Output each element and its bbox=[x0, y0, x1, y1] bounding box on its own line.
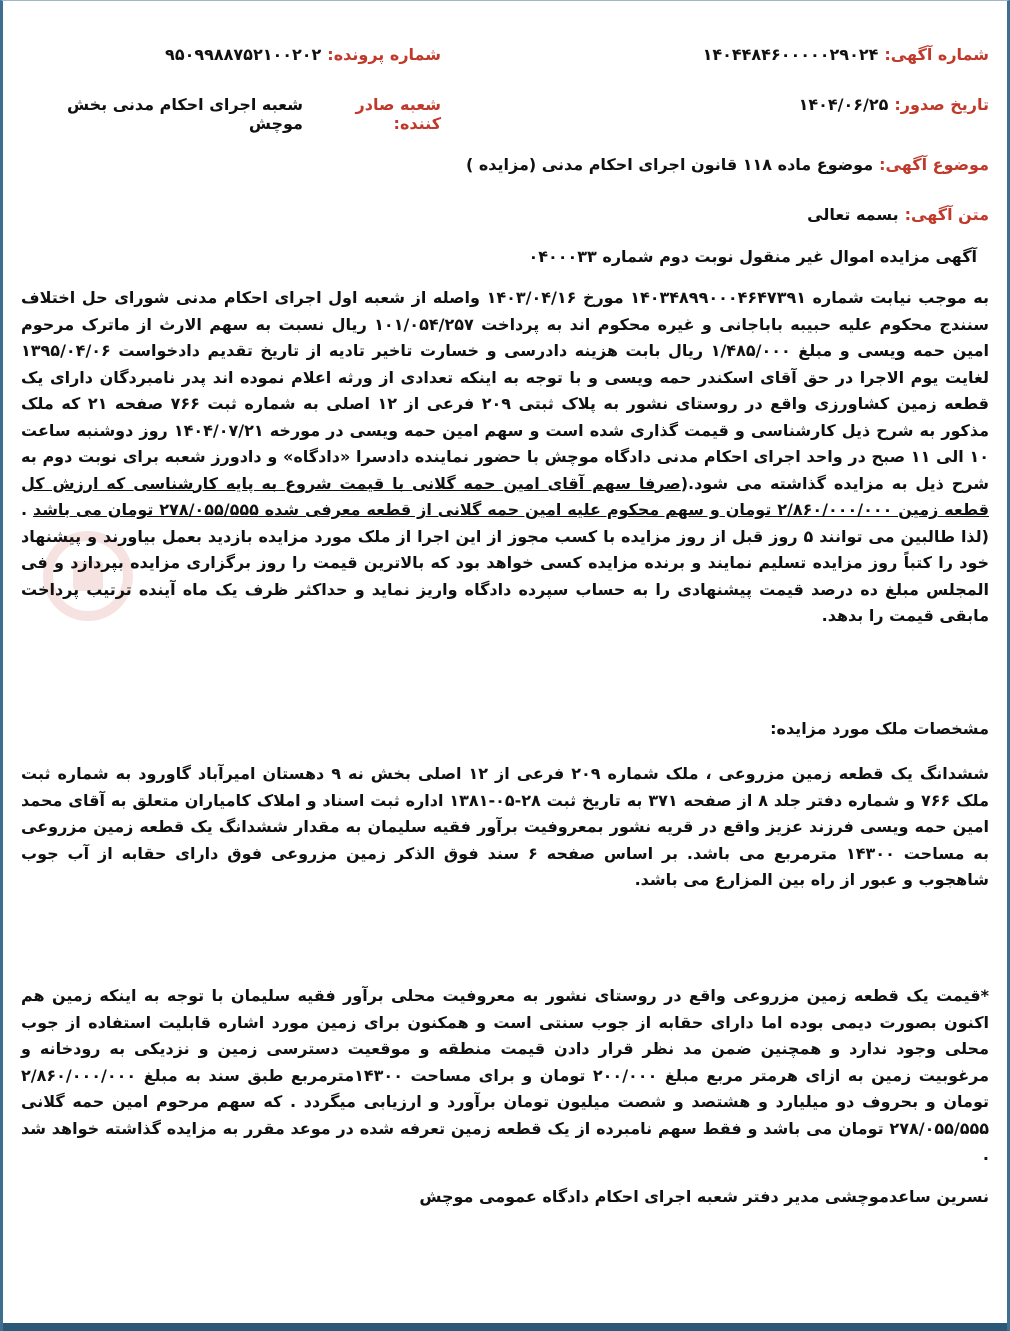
case-number bbox=[21, 45, 441, 64]
issue-date-label: تاریخ صدور: bbox=[894, 95, 989, 114]
case-number-label: شماره پرونده: bbox=[327, 45, 441, 64]
main-paragraph-part1: به موجب نیابت شماره ۱۴۰۳۴۸۹۹۰۰۰۴۶۴۷۳۹۱ مورخ ۱۴۰۳/۰۴/۱۶ واصله از شعبه اول اجرای احکام مدنی شورای حل اختلاف سنندج محکوم علیه حبیبه باباجانی و غیره محکوم اند به پرداخت ۱۰۱/۰۵۴/۲۵۷ ریال نسبت به سهم الارث از ماترک مرحوم امین حمه ویسی و مبلغ ۱/۴۸۵/۰۰۰ ریال بابت هزینه دادرسی و خسارت تاخیر تادیه از تاریخ تقدیم دادخواست ۱۳۹۵/۰۴/۰۶ لغایت یوم الاجرا در حق آقای اسکندر حمه ویسی و با توجه به اینکه تعدادی از ورثه اعلام نموده اند پدر نامبردگان دارای یک قطعه زمین کشاورزی واقع در روستای نشور به پلاک ثبتی ۲۰۹ فرعی از ۱۲ اصلی به شماره ثبت ۷۶۶ صفحه ۲۱ که ملک مذکور به شرح ذیل کارشناسی و قیمت گذاری شده است و سهم امین حمه ویسی در مورخه ۱۴۰۴/۰۷/۲۱ روز دوشنبه ساعت ۱۰ الی ۱۱ صبح در واحد اجرای احکام مدنی دادگاه موچش با حضور نماینده دادسرا «دادگاه» و دادورز شعبه برای نوبت دوم به شرح ذیل به مزایده گذاشته می شود.( bbox=[21, 288, 990, 493]
header-row-2 bbox=[21, 95, 989, 133]
price-paragraph: *قیمت یک قطعه زمین مزروعی واقع در روستای نشور به معروفیت محلی برآور فقیه سلیمان با توجه به اینکه زمین هم اکنون بصورت دیمی بوده اما دارای حقابه از جوب سنتی است و همکنون برای زمین مورد اشاره قابلیت استفاده از جوب محلی وجود ندارد و همچنین ضمن مد نظر قرار دادن قیمت منطقه و موقعیت دسترسی زمین و نزدیکی به رودخانه و مرغوبیت زمین به ازای هرمتر مربع مبلغ ۲۰۰/۰۰۰ تومان و برای مساحت ۱۴۳۰۰مترمربع طبق سند به مبلغ ۲/۸۶۰/۰۰۰/۰۰۰ تومان و بحروف دو میلیارد و هشتصد و شصت میلیون تومان برآورد و ارزیابی میگردد . که سهم مرحوم امین حمه گلانی ۲۷۸/۰۵۵/۵۵۵ تومان می باشد و فقط سهم نامبرده از یک قطعه زمین تعرفه شده در موعد مقرر به مزایده گذاشته خواهد شد . bbox=[21, 986, 989, 1164]
subject-value: موضوع ماده ۱۱۸ قانون اجرای احکام مدنی (مزایده ) bbox=[465, 155, 874, 174]
auction-title: آگهی مزایده اموال غیر منقول نوبت دوم شماره ۰۴۰۰۰۳۳ bbox=[528, 247, 977, 266]
main-paragraph bbox=[21, 285, 989, 630]
main-paragraph-underlined: صرفا سهم آقای امین حمه گلانی با قیمت شروع به پایه کارشناسی که ارزش کل قطعه زمین ۲/۸۶۰/۰۰۰/۰۰۰ تومان و سهم محکوم علیه امین حمه گلانی از قطعه معرفی شده ۲۷۸/۰۵۵/۵۵۵ تومان می باشد bbox=[21, 473, 990, 519]
spec-paragraph: ششدانگ یک قطعه زمین مزروعی ، ملک شماره ۲۰۹ فرعی از ۱۲ اصلی بخش نه ۹ دهستان امیرآباد گاورود به شماره ثبت ملک ۷۶۶ و شماره دفتر جلد ۸ از صفحه ۳۷۱ به تاریخ ثبت ۲۸-۰۵-۱۳۸۱ اداره ثبت اسناد و املاک کامیاران متعلق به آقای محمد امین حمه ویسی فرزند عزیز واقع در قریه نشور بمعروفیت برآور فقیه سلیمان به مقدار ششدانگ یک قطعه زمین مزروعی به مساحت ۱۴۳۰۰ مترمربع می باشد. بر اساس صفحه ۶ سند فوق الذکر زمین مزروعی فوق دارای حقابه از آب جوب شاهجوب و عبور از راه بین المزارع می باشد. bbox=[21, 764, 990, 889]
ad-body-label bbox=[807, 205, 989, 224]
issuer-value: شعبه اجرای احکام مدنی بخش موچش bbox=[66, 95, 303, 133]
header-row-1 bbox=[21, 45, 989, 64]
issue-date bbox=[799, 95, 989, 133]
ad-number-value: ۱۴۰۴۴۸۴۶۰۰۰۰۰۲۹۰۲۴ bbox=[702, 45, 879, 64]
issuer bbox=[21, 95, 441, 133]
spec-heading: مشخصات ملک مورد مزایده: bbox=[770, 719, 989, 738]
body-label: متن آگهی: bbox=[904, 205, 989, 224]
ad-subject bbox=[466, 155, 989, 174]
ad-number-label: شماره آگهی: bbox=[884, 45, 989, 64]
main-paragraph-part2: .(لذا طالبین می توانند ۵ روز قبل از روز مزایده با کسب مجوز از این اجرا از ملک مورد مزایده بازدید بعمل بیاورند و پیشنهاد خود را کتباً روز مزایده تسلیم نمایند و برنده مزایده کسی خواهد بود که بالاترین قیمت را روز برگزاری مزایده بپردازد و فی المجلس مبلغ ده درصد قیمت پیشنهادی را به حساب سپرده دادگاه واریز نماید و حداکثر ظرف یک ماه آینده ترتیب پرداخت مابقی قیمت را بدهد. bbox=[21, 500, 989, 625]
issue-date-value: ۱۴۰۴/۰۶/۲۵ bbox=[798, 95, 889, 114]
body-opening: بسمه تعالی bbox=[807, 205, 899, 224]
signature-line: نسرین ساعدموچشی مدیر دفتر شعبه اجرای احکام دادگاه عمومی موچش bbox=[419, 1187, 989, 1206]
issuer-label: شعبه صادر کننده: bbox=[355, 95, 441, 133]
subject-label: موضوع آگهی: bbox=[879, 155, 989, 174]
case-number-value: ۹۵۰۹۹۸۸۷۵۲۱۰۰۲۰۲ bbox=[165, 45, 322, 64]
ad-number bbox=[703, 45, 989, 64]
bottom-bar bbox=[3, 1323, 1007, 1331]
